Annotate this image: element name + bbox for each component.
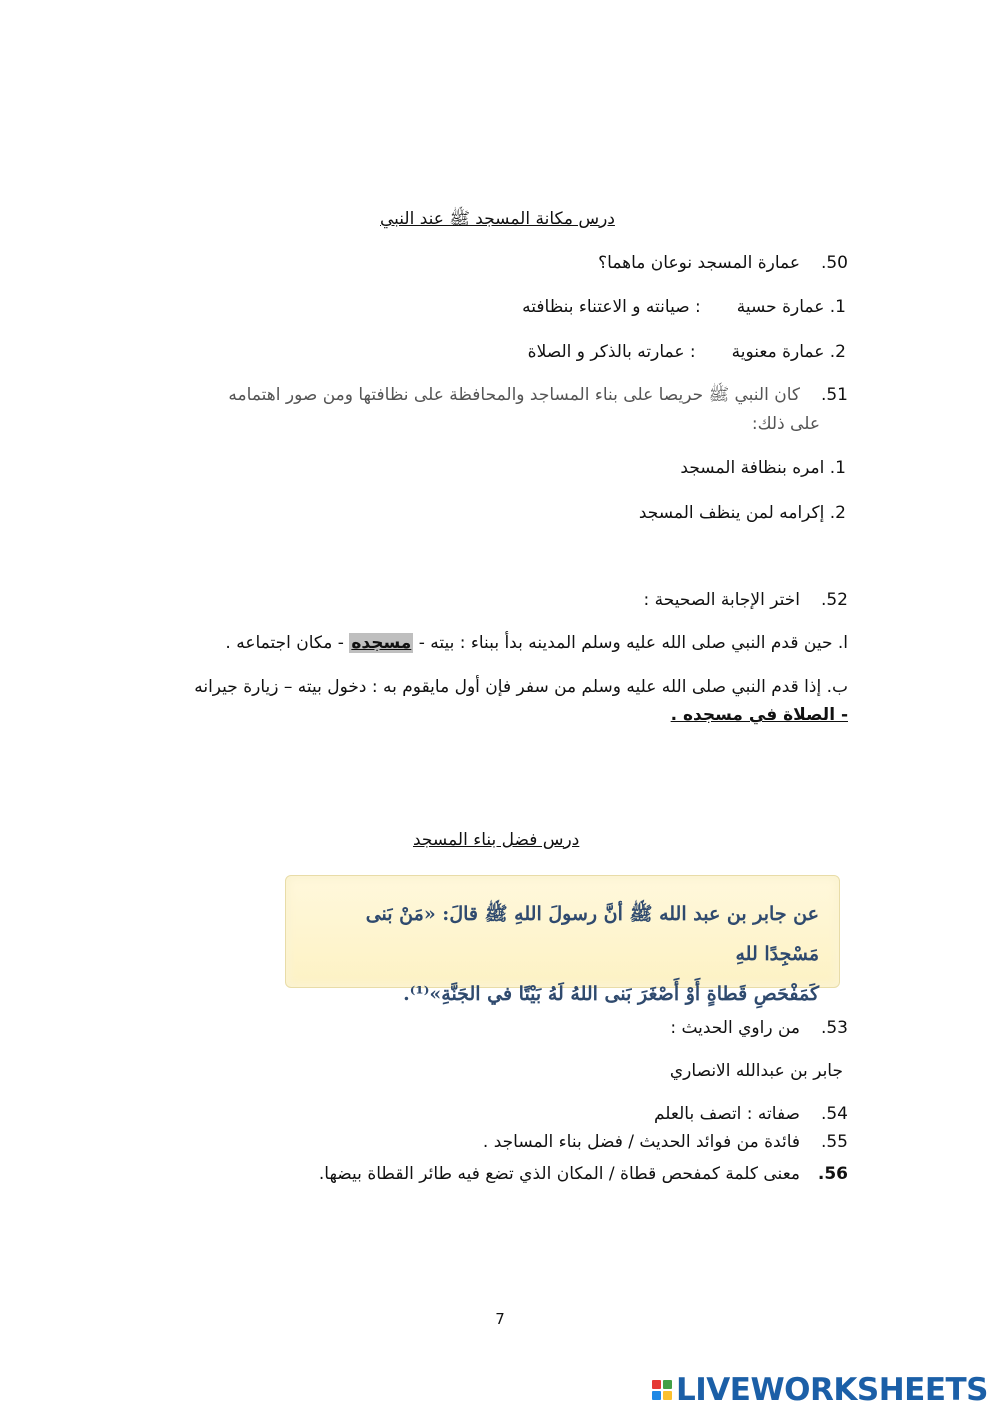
question-56: 56.معنى كلمة كمفحص قطاة / المكان الذي تضع فيه طائر القطاة بيضها. (318, 1164, 848, 1184)
question-55: 55.فائدة من فوائد الحديث / فضل بناء المساجد . (482, 1132, 848, 1152)
answer-50-1: 1. عمارة حسية: صيانته و الاعتناء بنظافته (522, 297, 846, 317)
answer-52-a: ا. حين قدم النبي صلى الله عليه وسلم المدينه بدأ ببناء : بيته - مسجده - مكان اجتماعه . (225, 633, 848, 653)
question-51-line2: على ذلك: (751, 414, 820, 434)
answer-52-b-correct: - الصلاة في مسجده . (670, 705, 848, 725)
question-54: 54.صفاته : اتصف بالعلم (653, 1104, 848, 1124)
answer-52-b: ب. إذا قدم النبي صلى الله عليه وسلم من سفر فإن أول مايقوم به : دخول بيته – زيارة جيرانه (194, 677, 848, 697)
liveworksheets-logo: LIVEWORKSHEETS (652, 1372, 988, 1408)
question-51: 51.كان النبي ﷺ حريصا على بناء المساجد والمحافظة على نظافتها ومن صور اهتمامه (228, 385, 848, 405)
answer-53: جابر بن عبدالله الانصاري (669, 1061, 843, 1081)
lesson-title-mosque-virtue: درس فضل بناء المسجد (413, 830, 580, 850)
page-number: 7 (495, 1310, 505, 1328)
logo-grid-icon (652, 1380, 672, 1400)
question-52: 52.اختر الإجابة الصحيحة : (643, 590, 848, 610)
hadith-line-1: عن جابر بن عبد الله ﷺ أنَّ رسولَ اللهِ ﷺ قالَ: «مَنْ بَنى مَسْجِدًا للهِ (365, 903, 819, 965)
answer-50-2: 2. عمارة معنوية: عمارته بالذكر و الصلاة (527, 342, 846, 362)
lesson-title-mosque-status: درس مكانة المسجد ﷺ عند النبي (380, 209, 615, 229)
question-53: 53.من راوي الحديث : (670, 1018, 848, 1038)
answer-51-1: 1. امره بنظافة المسجد (680, 458, 846, 478)
hadith-line-2: كَمَفْحَصِ قَطاةٍ أَوْ أَصْغَرَ بَنى اللهُ لَهُ بَيْتًا في الجَنَّةِ»⁽¹⁾. (403, 983, 819, 1005)
question-50: 50.عمارة المسجد نوعان ماهما؟ (598, 253, 848, 273)
correct-answer-highlight: مسجده (351, 633, 412, 653)
answer-51-2: 2. إكرامه لمن ينظف المسجد (638, 503, 846, 523)
hadith-box (285, 875, 840, 1005)
